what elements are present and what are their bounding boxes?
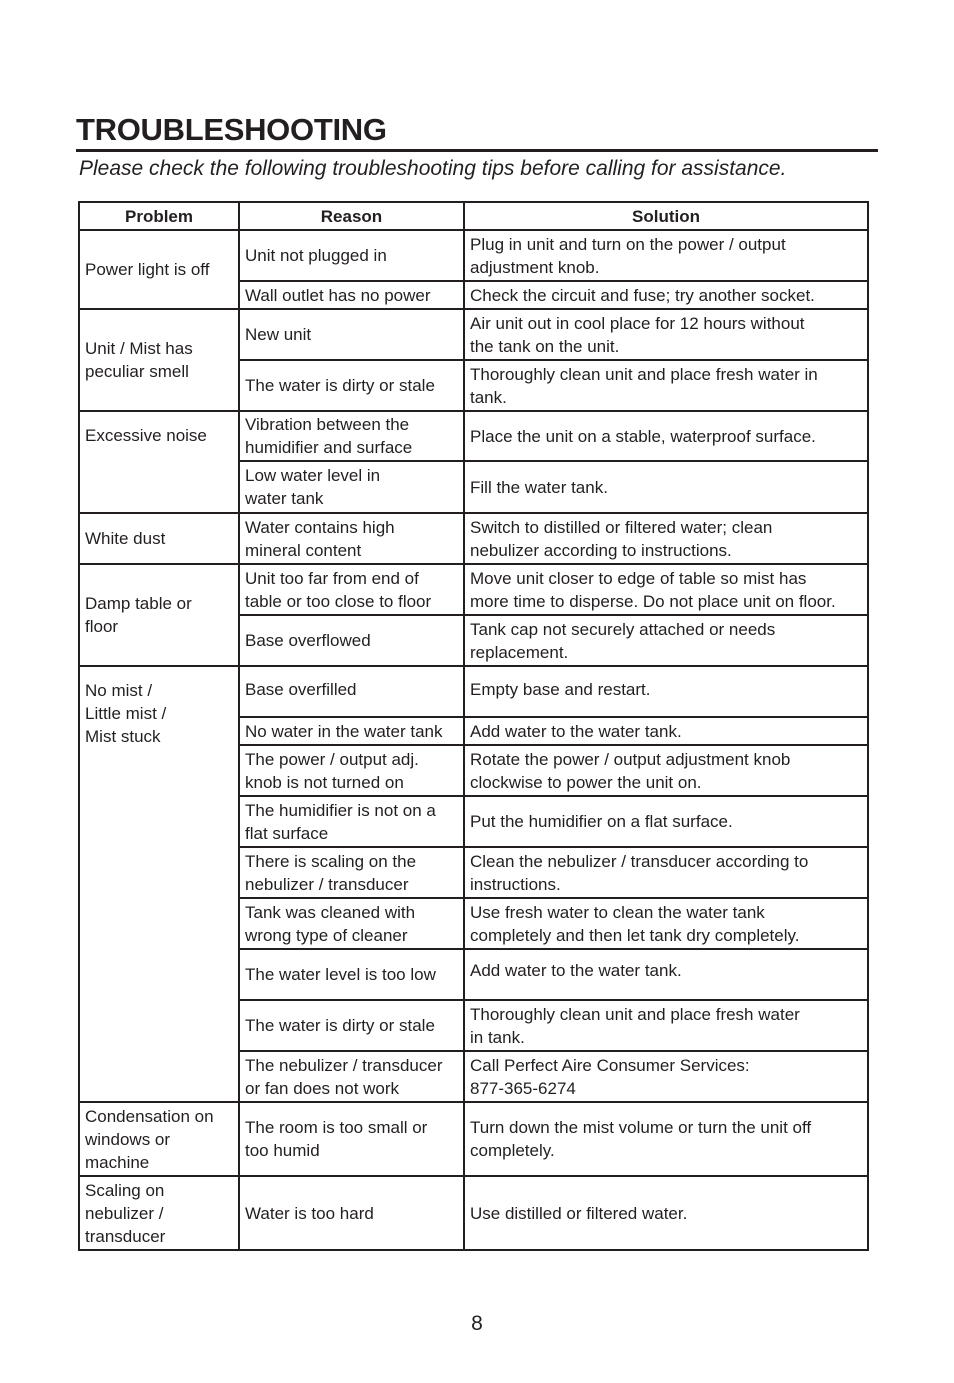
problem-cell: White dust (79, 513, 239, 564)
solution-cell: Tank cap not securely attached or needs replacement. (464, 615, 868, 666)
table-row (79, 564, 868, 615)
table-row (79, 230, 868, 281)
reason-cell: Tank was cleaned with wrong type of cleaner (239, 898, 464, 949)
solution-cell: Move unit closer to edge of table so mist has more time to disperse. Do not place unit on floor. (464, 564, 868, 615)
reason-cell: Base overfilled (239, 666, 464, 717)
solution-cell: Switch to distilled or filtered water; clean nebulizer according to instructions. (464, 513, 868, 564)
title-divider (76, 149, 878, 152)
table-row (79, 666, 868, 717)
page-title: TROUBLESHOOTING (76, 112, 387, 147)
problem-cell: Unit / Mist has peculiar smell (79, 309, 239, 411)
solution-cell: Thoroughly clean unit and place fresh water in tank. (464, 1000, 868, 1051)
solution-cell: Put the humidifier on a flat surface. (464, 796, 868, 847)
reason-cell: Base overflowed (239, 615, 464, 666)
reason-cell: The nebulizer / transducer or fan does not work (239, 1051, 464, 1102)
reason-cell: There is scaling on the nebulizer / transducer (239, 847, 464, 898)
solution-cell: Empty base and restart. (464, 666, 868, 717)
reason-cell: The water is dirty or stale (239, 1000, 464, 1051)
problem-cell: Condensation on windows or machine (79, 1102, 239, 1176)
column-header-reason: Reason (239, 202, 464, 230)
reason-cell: Unit too far from end of table or too close to floor (239, 564, 464, 615)
solution-cell: Turn down the mist volume or turn the unit off completely. (464, 1102, 868, 1176)
troubleshooting-table (78, 201, 869, 1251)
reason-cell: The room is too small or too humid (239, 1102, 464, 1176)
column-header-problem: Problem (79, 202, 239, 230)
table-row (79, 513, 868, 564)
reason-cell: The water is dirty or stale (239, 360, 464, 411)
problem-cell: Power light is off (79, 230, 239, 309)
reason-cell: Water is too hard (239, 1176, 464, 1250)
reason-cell: Low water level in water tank (239, 461, 464, 513)
reason-cell: The humidifier is not on a flat surface (239, 796, 464, 847)
solution-cell: Clean the nebulizer / transducer according to instructions. (464, 847, 868, 898)
reason-cell: The power / output adj. knob is not turned on (239, 745, 464, 796)
solution-cell: Air unit out in cool place for 12 hours without the tank on the unit. (464, 309, 868, 360)
solution-cell: Rotate the power / output adjustment knob clockwise to power the unit on. (464, 745, 868, 796)
problem-cell: No mist / Little mist / Mist stuck (79, 666, 239, 1102)
reason-cell: Vibration between the humidifier and surface (239, 411, 464, 461)
table-row (79, 1102, 868, 1176)
reason-cell: The water level is too low (239, 949, 464, 1000)
solution-cell: Place the unit on a stable, waterproof surface. (464, 411, 868, 461)
solution-cell: Use distilled or filtered water. (464, 1176, 868, 1250)
solution-cell: Add water to the water tank. (464, 949, 868, 1000)
problem-cell: Damp table or floor (79, 564, 239, 666)
reason-cell: Water contains high mineral content (239, 513, 464, 564)
reason-cell: Unit not plugged in (239, 230, 464, 281)
column-header-solution: Solution (464, 202, 868, 230)
solution-cell: Thoroughly clean unit and place fresh water in tank. (464, 360, 868, 411)
reason-cell: Wall outlet has no power (239, 281, 464, 309)
reason-cell: New unit (239, 309, 464, 360)
solution-cell: Fill the water tank. (464, 461, 868, 513)
page-number: 8 (471, 1312, 483, 1335)
solution-cell: Use fresh water to clean the water tank completely and then let tank dry completely. (464, 898, 868, 949)
table-row (79, 309, 868, 360)
solution-cell: Add water to the water tank. (464, 717, 868, 745)
problem-cell: Scaling on nebulizer / transducer (79, 1176, 239, 1250)
solution-cell: Call Perfect Aire Consumer Services: 877-365-6274 (464, 1051, 868, 1102)
page-subtitle: Please check the following troubleshooting tips before calling for assistance. (79, 157, 787, 180)
table-row (79, 411, 868, 461)
table-header-row (79, 202, 868, 230)
solution-cell: Check the circuit and fuse; try another socket. (464, 281, 868, 309)
table-row (79, 1176, 868, 1250)
reason-cell: No water in the water tank (239, 717, 464, 745)
problem-cell: Excessive noise (79, 411, 239, 513)
solution-cell: Plug in unit and turn on the power / output adjustment knob. (464, 230, 868, 281)
